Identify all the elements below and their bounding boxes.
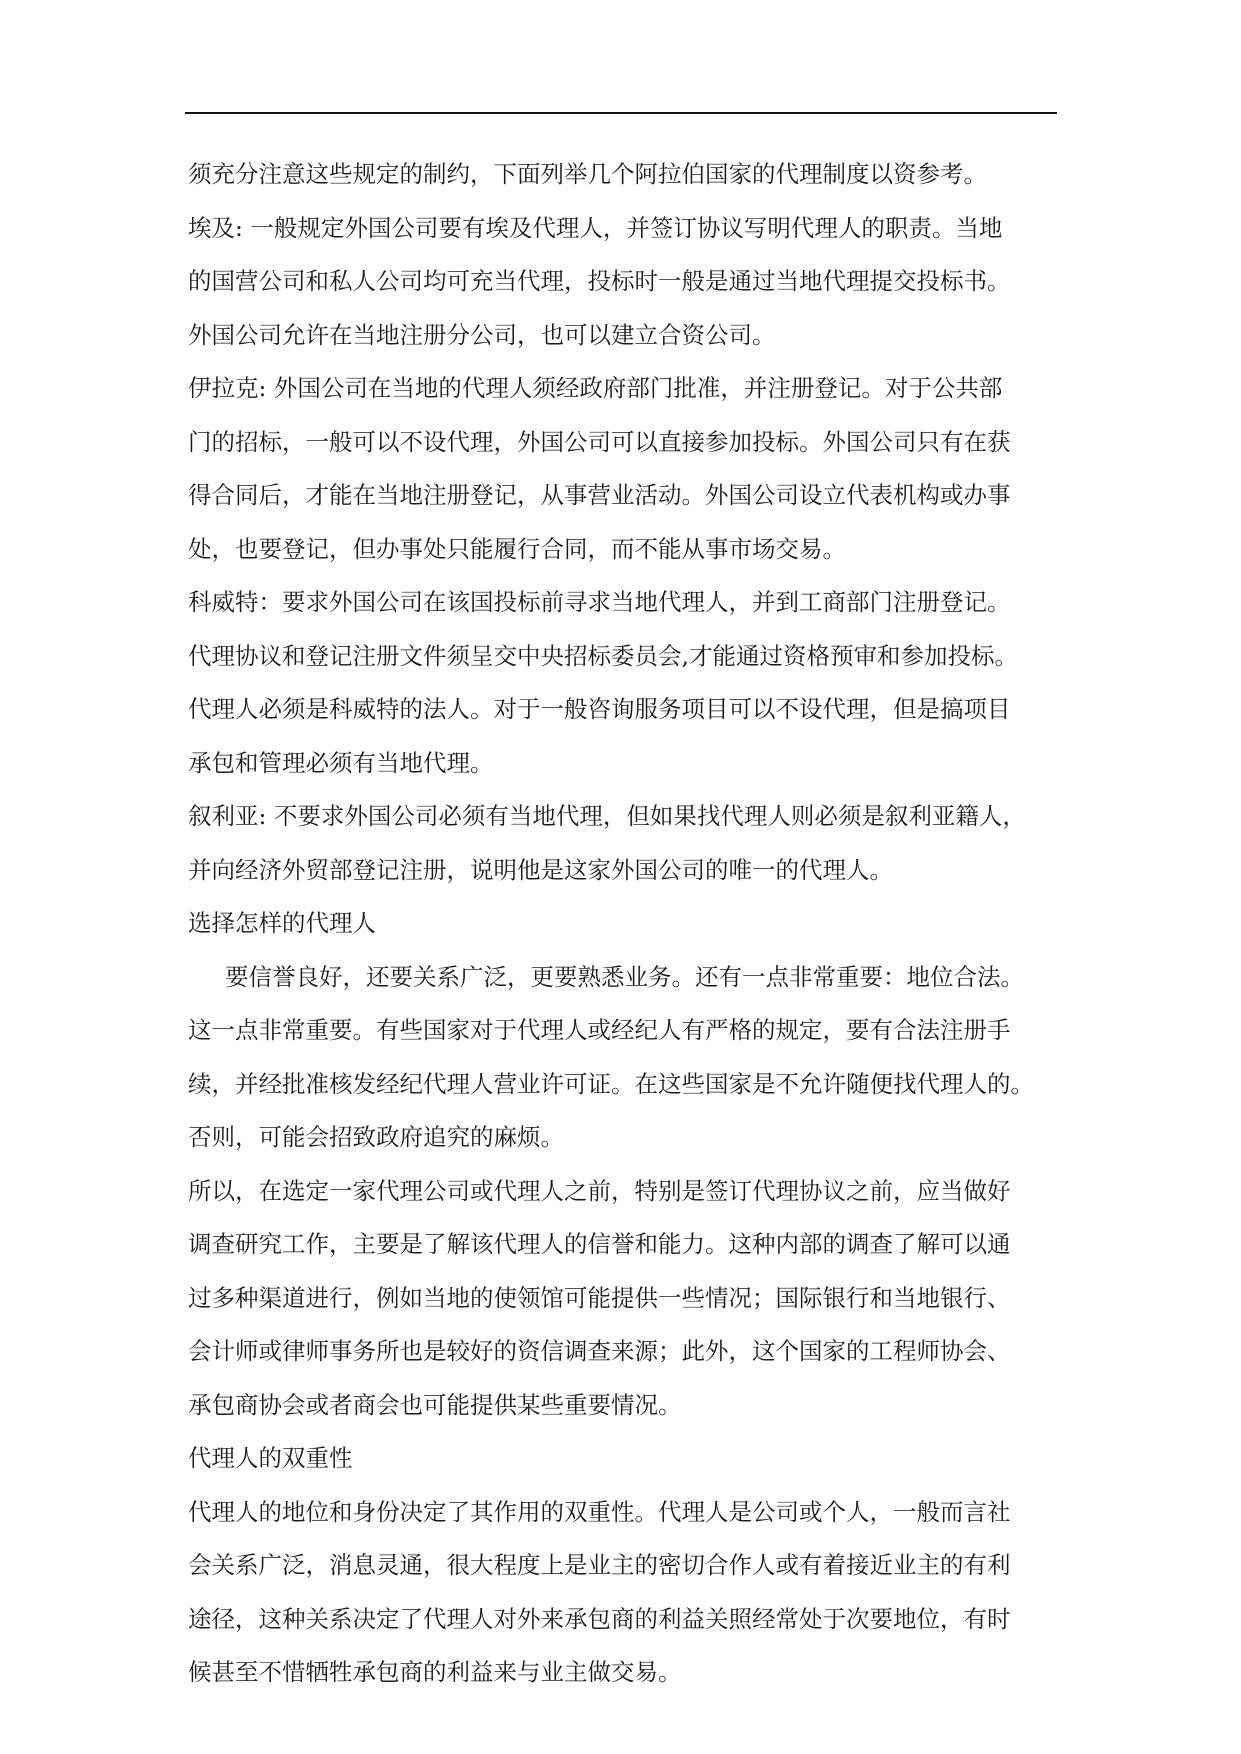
text-line: 这一点非常重要。有些国家对于代理人或经纪人有严格的规定，要有合法注册手 bbox=[188, 1016, 1011, 1044]
text-line: 代理人必须是科威特的法人。对于一般咨询服务项目可以不设代理，但是搞项目 bbox=[188, 695, 1011, 723]
text-line: 要信誉良好，还要关系广泛，更要熟悉业务。还有一点非常重要：地位合法。 bbox=[225, 962, 1024, 991]
text-line: 途径，这种关系决定了代理人对外来承包商的利益关照经常处于次要地位，有时 bbox=[188, 1604, 1011, 1633]
document-body bbox=[188, 148, 1060, 1700]
text-line: 叙利亚: 不要求外国公司必须有当地代理，但如果找代理人则必须是叙利亚籍人， bbox=[188, 802, 1026, 830]
text-line: 否则，可能会招致政府追究的麻烦。 bbox=[188, 1123, 564, 1151]
text-line: 门的招标，一般可以不设代理，外国公司可以直接参加投标。外国公司只有在获 bbox=[188, 427, 1011, 456]
text-line: 候甚至不惜牺牲承包商的利益来与业主做交易。 bbox=[188, 1658, 682, 1686]
text-line: 埃及: 一般规定外国公司要有埃及代理人，并签订协议写明代理人的职责。当地 bbox=[188, 213, 1003, 242]
text-line: 代理协议和登记注册文件须呈交中央招标委员会,才能通过资格预审和参加投标。 bbox=[188, 641, 1018, 670]
text-line: 得合同后，才能在当地注册登记，从事营业活动。外国公司设立代表机构或办事 bbox=[188, 481, 1011, 509]
text-line: 处，也要登记，但办事处只能履行合同，而不能从事市场交易。 bbox=[188, 534, 846, 563]
text-line: 代理人的双重性 bbox=[188, 1444, 353, 1472]
text-line: 承包商协会或者商会也可能提供某些重要情况。 bbox=[188, 1390, 682, 1419]
text-line: 外国公司允许在当地注册分公司，也可以建立合资公司。 bbox=[188, 320, 776, 349]
text-line: 承包和管理必须有当地代理。 bbox=[188, 748, 494, 777]
text-line: 伊拉克: 外国公司在当地的代理人须经政府部门批准，并注册登记。对于公共部 bbox=[188, 374, 1003, 402]
header-rule bbox=[185, 112, 1057, 114]
text-line: 续，并经批准核发经纪代理人营业许可证。在这些国家是不允许随便找代理人的。 bbox=[188, 1069, 1034, 1098]
text-line: 过多种渠道进行，例如当地的使领馆可能提供一些情况；国际银行和当地银行、 bbox=[188, 1283, 1011, 1312]
text-line: 调查研究工作，主要是了解该代理人的信誉和能力。这种内部的调查了解可以通 bbox=[188, 1230, 1011, 1258]
text-line: 会计师或律师事务所也是较好的资信调查来源；此外，这个国家的工程师协会、 bbox=[188, 1337, 1011, 1365]
text-line: 的国营公司和私人公司均可充当代理，投标时一般是通过当地代理提交投标书。 bbox=[188, 267, 1011, 295]
text-line: 并向经济外贸部登记注册，说明他是这家外国公司的唯一的代理人。 bbox=[188, 855, 893, 884]
text-line: 代理人的地位和身份决定了其作用的双重性。代理人是公司或个人，一般而言社 bbox=[188, 1497, 1011, 1526]
text-line: 科威特：要求外国公司在该国投标前寻求当地代理人，并到工商部门注册登记。 bbox=[188, 588, 1011, 616]
text-line: 会关系广泛，消息灵通，很大程度上是业主的密切合作人或有着接近业主的有利 bbox=[188, 1551, 1011, 1579]
text-line: 所以，在选定一家代理公司或代理人之前，特别是签订代理协议之前，应当做好 bbox=[188, 1176, 1011, 1205]
text-line: 须充分注意这些规定的制约，下面列举几个阿拉伯国家的代理制度以资参考。 bbox=[188, 160, 987, 188]
text-line: 选择怎样的代理人 bbox=[188, 909, 376, 937]
